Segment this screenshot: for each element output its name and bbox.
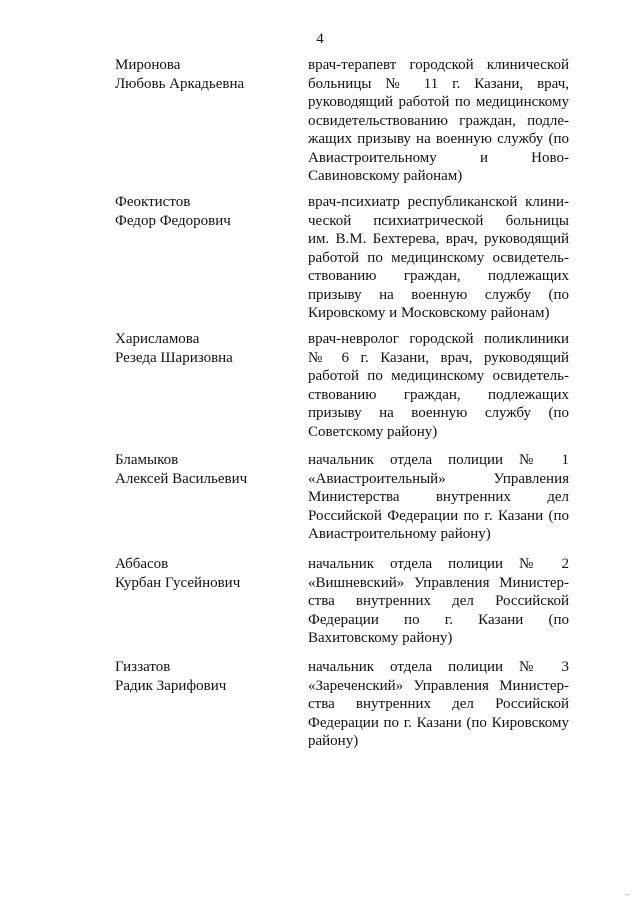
description-line: им. В.М. Бехтерева, врач, руководящий xyxy=(308,231,569,247)
description-line: «Зареченский» Управления Министер- xyxy=(308,677,569,694)
surname: Аббасов xyxy=(115,556,169,572)
description-line: врач-психиатр республиканской клини- xyxy=(308,194,569,210)
description-line: ческой психиатрической больницы xyxy=(308,212,569,229)
description-line: № 6 г. Казани, врач, руководящий xyxy=(308,349,569,366)
surname: Бламыков xyxy=(115,452,179,468)
given-name: Алексей Васильевич xyxy=(115,470,248,487)
surname: Харисламова xyxy=(115,331,200,347)
position-description xyxy=(308,330,569,441)
description-line: ствованию граждан, подлежащих xyxy=(308,268,569,284)
description-line: начальник отдела полиции № 1 xyxy=(308,452,569,468)
description-line: Федерации по г. Казани (по xyxy=(308,611,569,628)
description-line: начальник отдела полиции № 2 xyxy=(308,556,569,572)
description-line: «Вишневский» Управления Министер- xyxy=(308,574,569,591)
description-line: работой по медицинскому освидетель- xyxy=(308,249,569,266)
position-description xyxy=(308,193,569,323)
description-line: врач-невролог городской поликлиники xyxy=(308,331,569,347)
position-description xyxy=(308,555,569,648)
person-name xyxy=(115,658,295,695)
person-name xyxy=(115,330,295,367)
description-line: ства внутренних дел Российской xyxy=(308,593,569,609)
person-name xyxy=(115,193,295,230)
description-line: руководящий работой по медицинскому xyxy=(308,94,569,110)
position-description xyxy=(308,56,569,186)
person-name xyxy=(115,451,295,488)
description-line: Министерства внутренних дел xyxy=(308,489,569,505)
page-number: 4 xyxy=(316,31,324,47)
description-line: району) xyxy=(308,733,359,749)
surname: Феоктистов xyxy=(115,194,191,210)
description-line: Вахитовскому району) xyxy=(308,630,453,646)
position-description xyxy=(308,451,569,544)
given-name: Федор Федорович xyxy=(115,212,231,229)
position-description xyxy=(308,658,569,751)
description-line: жащих призыву на военную службу (по xyxy=(308,131,569,147)
description-line: Савиновскому районам) xyxy=(308,168,463,184)
description-line: Федерации по г. Казани (по Кировскому xyxy=(308,714,569,731)
surname: Гиззатов xyxy=(115,659,171,675)
description-line: Советскому району) xyxy=(308,423,438,440)
description-line: Российской Федерации по г. Казани (по xyxy=(308,507,569,524)
description-line: Кировскому и Московскому районам) xyxy=(308,305,550,321)
description-line: врач-терапевт городской клинической xyxy=(308,57,569,73)
given-name: Резеда Шаризовна xyxy=(115,349,233,366)
description-line: работой по медицинскому освидетель- xyxy=(308,368,569,384)
surname: Миронова xyxy=(115,57,181,73)
description-line: Авиастроительному и Ново- xyxy=(308,149,569,166)
scan-artifact: ‐‐ xyxy=(624,890,630,899)
description-line: «Авиастроительный» Управления xyxy=(308,470,569,487)
description-line: призыву на военную службу (по xyxy=(308,405,569,421)
person-name xyxy=(115,555,295,592)
given-name: Радик Зарифович xyxy=(115,677,227,694)
description-line: призыву на военную службу (по xyxy=(308,286,569,303)
person-name xyxy=(115,56,295,93)
description-line: Авиастроительному району) xyxy=(308,526,491,542)
description-line: освидетельствованию граждан, подле- xyxy=(308,112,569,129)
description-line: ства внутренних дел Российской xyxy=(308,696,569,712)
description-line: больницы № 11 г. Казани, врач, xyxy=(308,75,569,92)
description-line: ствованию граждан, подлежащих xyxy=(308,386,569,403)
given-name: Курбан Гусейнович xyxy=(115,574,241,591)
given-name: Любовь Аркадьевна xyxy=(115,75,245,92)
description-line: начальник отдела полиции № 3 xyxy=(308,659,569,675)
